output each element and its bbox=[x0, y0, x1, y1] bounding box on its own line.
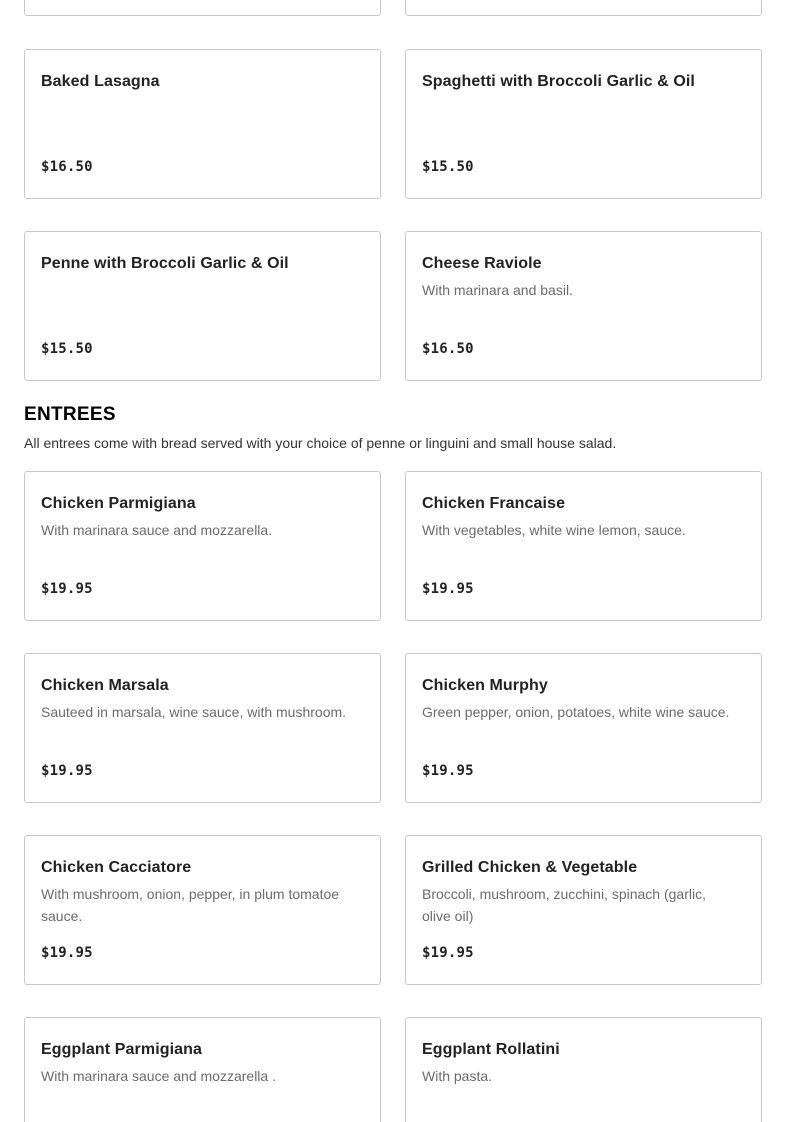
menu-item-description: With marinara sauce and mozzarella. bbox=[41, 522, 273, 538]
section-description: All entrees come with bread served with your choice of penne or linguini and small house salad. bbox=[24, 435, 617, 451]
menu-item-price: $19.95 bbox=[41, 763, 93, 779]
menu-item-card[interactable] bbox=[24, 835, 381, 985]
menu-item-description: Sauteed in marsala, wine sauce, with mushroom. bbox=[41, 704, 347, 720]
menu-item-card[interactable] bbox=[405, 1017, 762, 1122]
menu-item-description: With marinara and basil. bbox=[422, 282, 573, 298]
menu-item-price: $19.95 bbox=[422, 581, 474, 597]
menu-item-card[interactable] bbox=[405, 653, 762, 803]
menu-item-description: Green pepper, onion, potatoes, white wine sauce. bbox=[422, 704, 730, 720]
menu-item-name: Chicken Parmigiana bbox=[41, 495, 196, 512]
menu-item-name: Penne with Broccoli Garlic & Oil bbox=[41, 255, 289, 272]
menu-item-price: $16.50 bbox=[41, 159, 93, 175]
menu-item-price: $15.50 bbox=[422, 159, 474, 175]
menu-item-name: Grilled Chicken & Vegetable bbox=[422, 859, 638, 876]
menu-item-description: With vegetables, white wine lemon, sauce. bbox=[422, 522, 686, 538]
menu-item-price: $19.95 bbox=[422, 763, 474, 779]
menu-item-card[interactable] bbox=[24, 231, 381, 381]
menu-item-description: Broccoli, mushroom, zucchini, spinach (garlic, olive oil) bbox=[422, 886, 706, 924]
menu-item-card[interactable] bbox=[405, 49, 762, 199]
menu-item-price: $15.50 bbox=[41, 341, 93, 357]
menu-item-name: Eggplant Parmigiana bbox=[41, 1041, 203, 1058]
menu-item-name: Cheese Raviole bbox=[422, 255, 542, 272]
menu-item-name: Chicken Marsala bbox=[41, 677, 169, 694]
menu-item-card[interactable] bbox=[24, 1017, 381, 1122]
menu-item-card[interactable] bbox=[405, 471, 762, 621]
menu-item-card[interactable] bbox=[24, 0, 381, 16]
menu-item-name: Baked Lasagna bbox=[41, 73, 160, 90]
menu-item-description: With mushroom, onion, pepper, in plum tomatoe sauce. bbox=[41, 886, 340, 924]
menu-item-card[interactable] bbox=[24, 471, 381, 621]
menu-item-name: Spaghetti with Broccoli Garlic & Oil bbox=[422, 73, 695, 90]
menu-item-price: $19.95 bbox=[41, 581, 93, 597]
menu-item-card[interactable] bbox=[405, 0, 762, 16]
menu-item-card[interactable] bbox=[405, 231, 762, 381]
menu-item-card[interactable] bbox=[24, 653, 381, 803]
menu-item-name: Chicken Francaise bbox=[422, 495, 566, 512]
menu-item-card[interactable] bbox=[405, 835, 762, 985]
menu-item-description: With marinara sauce and mozzarella . bbox=[41, 1068, 276, 1084]
menu-item-price: $19.95 bbox=[41, 945, 93, 961]
menu-item-name: Chicken Murphy bbox=[422, 677, 548, 694]
menu-item-price: $19.95 bbox=[422, 945, 474, 961]
section-title-entrees: ENTREES bbox=[24, 404, 116, 425]
menu-item-name: Chicken Cacciatore bbox=[41, 859, 192, 876]
menu-item-price: $16.50 bbox=[422, 341, 474, 357]
menu-item-description: With pasta. bbox=[422, 1068, 493, 1084]
menu-item-name: Eggplant Rollatini bbox=[422, 1041, 560, 1058]
menu-item-card[interactable] bbox=[24, 49, 381, 199]
